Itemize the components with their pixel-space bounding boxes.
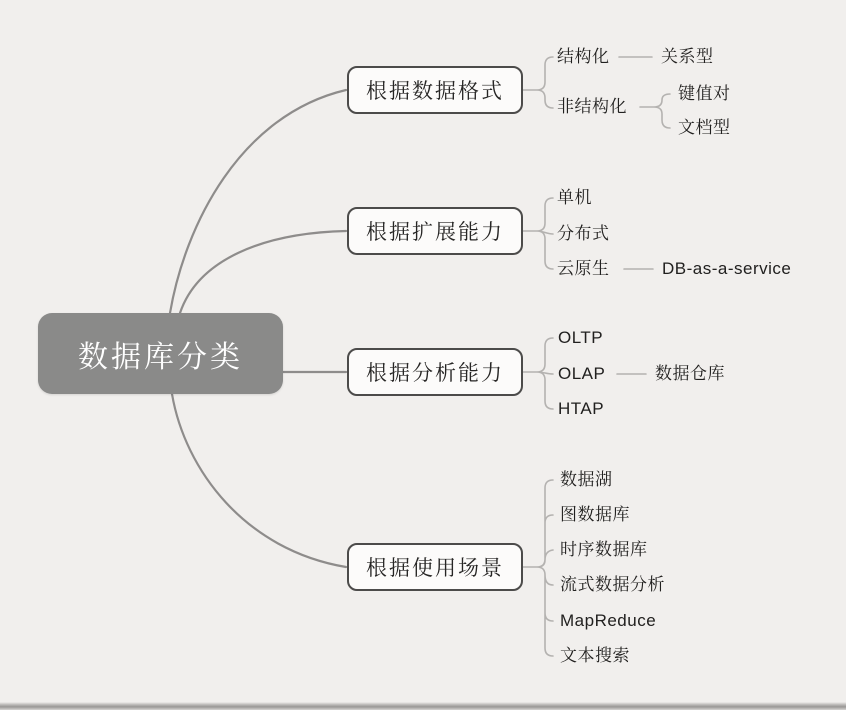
leaf-key-value[interactable]: 键值对 bbox=[678, 84, 731, 103]
connector-root-to-branch-1 bbox=[170, 90, 346, 313]
leaf-time-series-database[interactable]: 时序数据库 bbox=[560, 540, 648, 559]
leaf-text-search[interactable]: 文本搜索 bbox=[560, 646, 630, 665]
leaf-document[interactable]: 文档型 bbox=[678, 118, 731, 137]
leaf-oltp[interactable]: OLTP bbox=[558, 328, 604, 347]
root-node-database-classification[interactable]: 数据库分类 bbox=[38, 313, 283, 394]
leaf-graph-database[interactable]: 图数据库 bbox=[560, 505, 630, 524]
leaf-data-lake[interactable]: 数据湖 bbox=[560, 470, 613, 489]
bracket-branch-3 bbox=[523, 338, 553, 409]
branch-node-scalability[interactable]: 根据扩展能力 bbox=[347, 207, 523, 255]
leaf-cloud-native[interactable]: 云原生 bbox=[557, 259, 610, 278]
leaf-db-as-a-service[interactable]: DB-as-a-service bbox=[662, 259, 792, 278]
leaf-distributed[interactable]: 分布式 bbox=[557, 224, 610, 243]
bracket-branch-4 bbox=[523, 480, 553, 656]
leaf-olap[interactable]: OLAP bbox=[558, 364, 606, 383]
bracket-branch-2 bbox=[523, 198, 553, 269]
leaf-htap[interactable]: HTAP bbox=[558, 399, 605, 418]
leaf-data-warehouse[interactable]: 数据仓库 bbox=[655, 364, 725, 383]
leaf-structured[interactable]: 结构化 bbox=[557, 47, 610, 66]
bracket-branch-1 bbox=[523, 57, 553, 108]
leaf-mapreduce[interactable]: MapReduce bbox=[560, 611, 657, 630]
leaf-unstructured[interactable]: 非结构化 bbox=[557, 97, 627, 116]
bracket-unstructured bbox=[640, 94, 670, 128]
screen-bottom-edge bbox=[0, 702, 846, 710]
leaf-single-machine[interactable]: 单机 bbox=[557, 188, 592, 207]
branch-node-data-format[interactable]: 根据数据格式 bbox=[347, 66, 523, 114]
branch-node-analytics[interactable]: 根据分析能力 bbox=[347, 348, 523, 396]
leaf-relational[interactable]: 关系型 bbox=[661, 47, 714, 66]
connector-root-to-branch-4 bbox=[172, 394, 346, 567]
connector-root-to-branch-2 bbox=[180, 231, 346, 313]
branch-node-use-case[interactable]: 根据使用场景 bbox=[347, 543, 523, 591]
leaf-streaming-analytics[interactable]: 流式数据分析 bbox=[560, 575, 665, 594]
